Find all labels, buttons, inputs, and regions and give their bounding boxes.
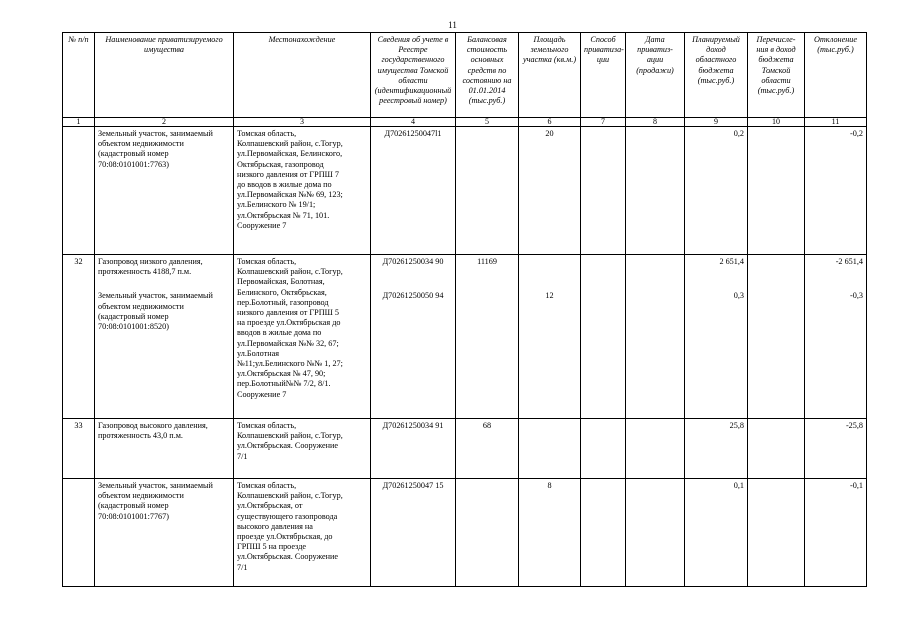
privatization-method bbox=[581, 255, 626, 419]
table-row bbox=[63, 419, 867, 479]
land-area: 20 bbox=[519, 127, 581, 255]
property-name: Земельный участок, занимаемый объектом недвижимости (кадастровый номер 70:08:0101001:7763) bbox=[95, 127, 234, 255]
income-cell bbox=[685, 255, 748, 419]
column-number: 3 bbox=[234, 118, 371, 127]
planned-income-secondary: 0,3 bbox=[733, 291, 744, 301]
balance-value bbox=[456, 479, 519, 587]
registry-number: Д70261250047l1 bbox=[371, 127, 456, 255]
land-area-secondary: 12 bbox=[545, 291, 554, 300]
registry-number: Д70261250047 15 bbox=[371, 479, 456, 587]
table-row bbox=[63, 127, 867, 255]
deviation-value-secondary: -0,3 bbox=[850, 291, 863, 301]
property-name: Газопровод высокого давления, протяженность 43,0 п.м. bbox=[95, 419, 234, 479]
privatization-date bbox=[626, 127, 685, 255]
column-number: 6 bbox=[519, 118, 581, 127]
registry-number-secondary: Д70261250050 94 bbox=[382, 291, 444, 301]
deviation-value: -25,8 bbox=[805, 419, 867, 479]
row-number bbox=[63, 479, 95, 587]
privatization-method bbox=[581, 127, 626, 255]
land-area bbox=[519, 419, 581, 479]
column-number: 5 bbox=[456, 118, 519, 127]
location-cell bbox=[234, 419, 371, 479]
column-number: 9 bbox=[685, 118, 748, 127]
location-cell bbox=[234, 479, 371, 587]
header-cell: Отклонение (тыс.руб.) bbox=[805, 33, 867, 118]
header-cell: Перечисле-ния в доход бюджета Томской области (тыс.руб.) bbox=[748, 33, 805, 118]
deviation-cell bbox=[805, 255, 867, 419]
registry-number: Д70261250034 90 bbox=[382, 257, 444, 266]
privatization-table bbox=[62, 32, 867, 587]
transfer-value bbox=[748, 127, 805, 255]
location-cell bbox=[234, 127, 371, 255]
header-cell: Дата приватиз-ации (продажи) bbox=[626, 33, 685, 118]
column-number: 4 bbox=[371, 118, 456, 127]
column-number-row bbox=[63, 118, 867, 127]
column-number: 1 bbox=[63, 118, 95, 127]
location-text: Томская область, Колпашевский район, с.Тогур, ул.Октябрьская. Сооружение 7/1 bbox=[237, 421, 343, 461]
registry-number: Д70261250034 91 bbox=[371, 419, 456, 479]
row-number bbox=[63, 127, 95, 255]
deviation-value: -0,2 bbox=[805, 127, 867, 255]
header-cell: Площадь земельного участка (кв.м.) bbox=[519, 33, 581, 118]
header-cell: № п/п bbox=[63, 33, 95, 118]
planned-income: 2 651,4 bbox=[719, 257, 744, 266]
privatization-method bbox=[581, 419, 626, 479]
privatization-method bbox=[581, 479, 626, 587]
header-row bbox=[63, 33, 867, 118]
deviation-value: -0,1 bbox=[805, 479, 867, 587]
property-name: Земельный участок, занимаемый объектом недвижимости (кадастровый номер 70:08:0101001:7767) bbox=[95, 479, 234, 587]
location-text: Томская область, Колпашевский район, с.Тогур, Первомайская, Болотная, Белинского, Октябрьская, пер.Болотный, газопровод низкого давления от ГРПШ 5 на проезде ул.Октябрьская до вводов в жилые дома по ул.Первомайская №№ 32, 67; ул.Болотная №11;ул.Белинского №№ 1, 27; ул.Октябрьская № 47, 90; пер.Болотный№№ 7/2, 8/1. Сооружение 7 bbox=[237, 257, 343, 399]
column-number: 10 bbox=[748, 118, 805, 127]
balance-value: 11169 bbox=[456, 255, 519, 419]
planned-income: 0,1 bbox=[685, 479, 748, 587]
land-area: 8 bbox=[519, 479, 581, 587]
location-text: Томская область, Колпашевский район, с.Тогур, ул.Октябрьская, от существующего газопровода высокого давления на проезде ул.Октябрьская, до ГРПШ 5 на проезде ул.Октябрьская. Сооружение 7/1 bbox=[237, 481, 343, 572]
table-row bbox=[63, 479, 867, 587]
page-number: 11 bbox=[448, 20, 457, 30]
balance-value: 68 bbox=[456, 419, 519, 479]
privatization-date bbox=[626, 419, 685, 479]
property-name-cell bbox=[95, 255, 234, 419]
area-cell bbox=[519, 255, 581, 419]
column-number: 7 bbox=[581, 118, 626, 127]
property-name: Газопровод низкого давления, протяженность 4188,7 п.м. bbox=[98, 257, 203, 277]
column-number: 11 bbox=[805, 118, 867, 127]
table-row bbox=[63, 255, 867, 419]
property-name-secondary: Земельный участок, занимаемый объектом недвижимости (кадастровый номер 70:08:0101001:8520) bbox=[98, 291, 213, 332]
transfer-value bbox=[748, 255, 805, 419]
privatization-date bbox=[626, 479, 685, 587]
column-number: 8 bbox=[626, 118, 685, 127]
header-cell: Способ приватиза-ции bbox=[581, 33, 626, 118]
header-cell: Планируемый доход областного бюджета (тыс.руб.) bbox=[685, 33, 748, 118]
header-cell: Балансовая стоимость основных средств по состоянию на 01.01.2014 (тыс.руб.) bbox=[456, 33, 519, 118]
balance-value bbox=[456, 127, 519, 255]
privatization-date bbox=[626, 255, 685, 419]
row-number: 33 bbox=[63, 419, 95, 479]
land-area bbox=[522, 257, 577, 267]
planned-income: 0,2 bbox=[685, 127, 748, 255]
header-cell: Сведения об учете в Реестре государственного имущества Томской области (идентификационный реестровый номер) bbox=[371, 33, 456, 118]
location-cell bbox=[234, 255, 371, 419]
location-text: Томская область, Колпашевский район, с.Тогур, ул.Первомайская, Белинского, Октябрьская, газопровод низкого давления от ГРПШ 7 до вводов в жилые дома по ул.Первомайская №№ 69, 123; ул.Белинского № 19/1; ул.Октябрьская № 71, 101. Сооружение 7 bbox=[237, 129, 343, 230]
row-number: 32 bbox=[63, 255, 95, 419]
deviation-value: -2 651,4 bbox=[835, 257, 863, 266]
header-cell: Наименование приватизируемого имущества bbox=[95, 33, 234, 118]
registry-cell bbox=[371, 255, 456, 419]
planned-income: 25,8 bbox=[685, 419, 748, 479]
transfer-value bbox=[748, 479, 805, 587]
column-number: 2 bbox=[95, 118, 234, 127]
transfer-value bbox=[748, 419, 805, 479]
header-cell: Местонахождение bbox=[234, 33, 371, 118]
